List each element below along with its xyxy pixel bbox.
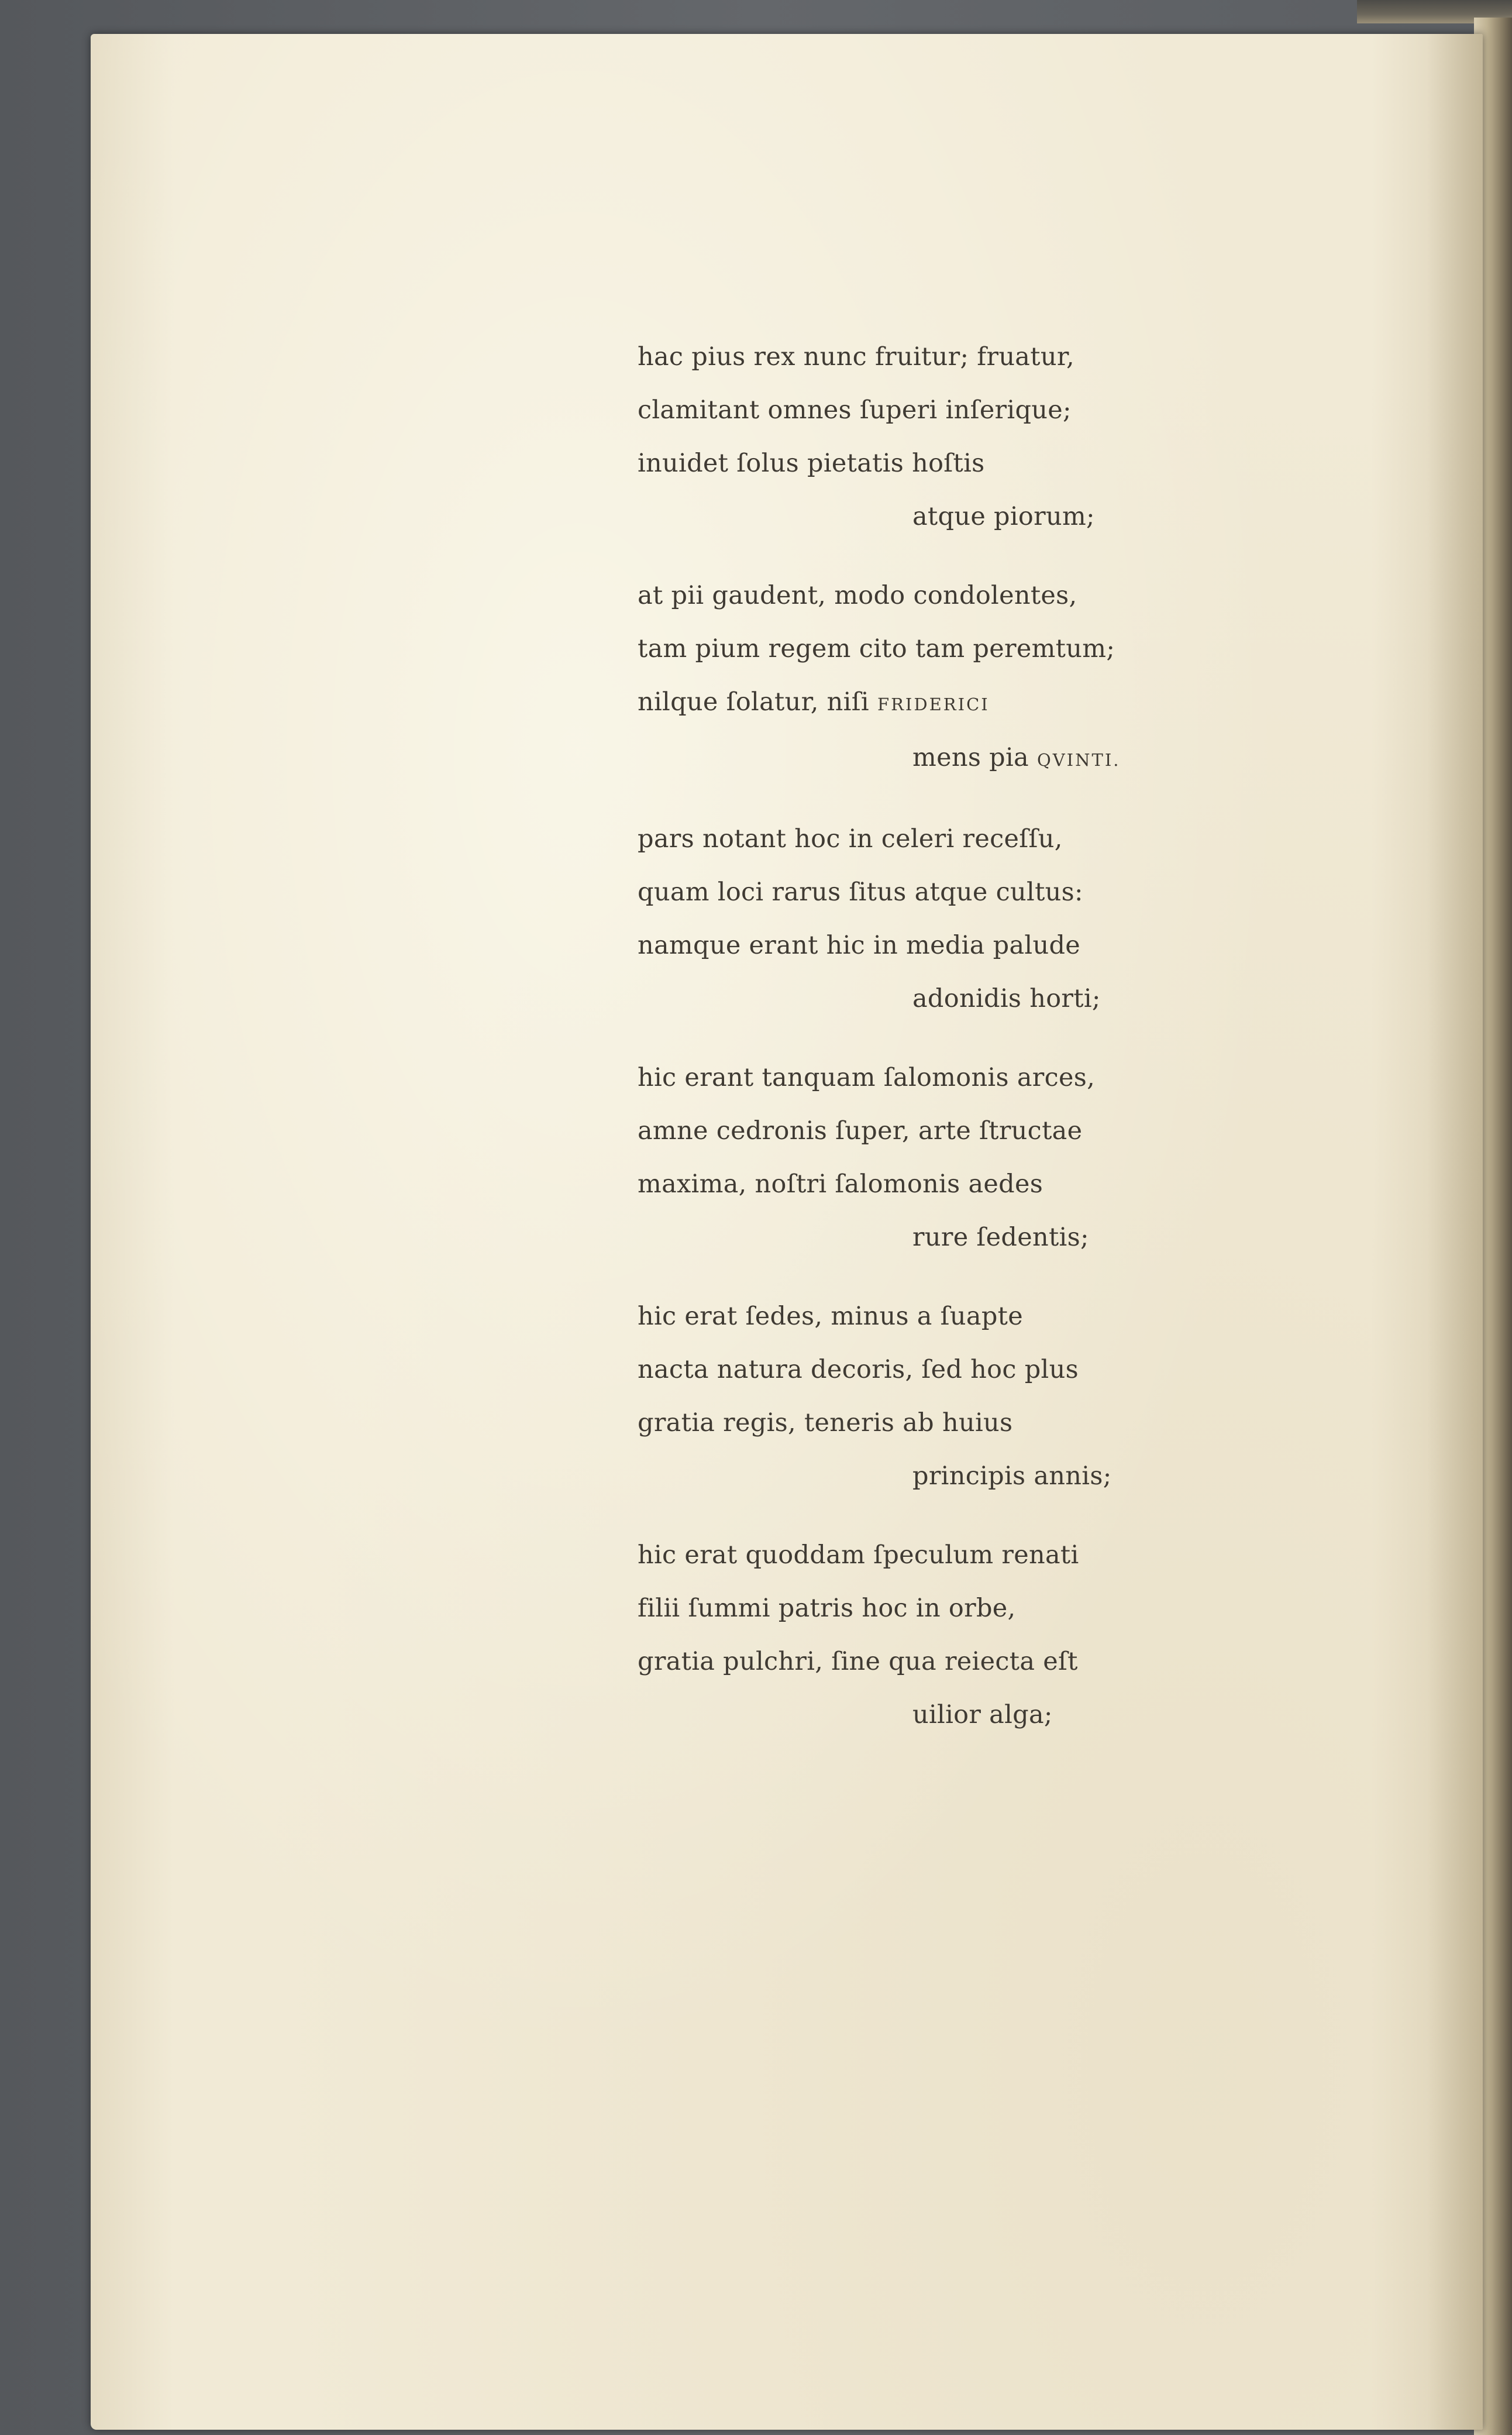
verse-line-adonic: atque piorum; (912, 502, 1095, 531)
stanza-4 (638, 1051, 1193, 1264)
verse-line: at pii gaudent, modo condolentes, (638, 581, 1077, 610)
verse-line: nacta natura decoris, ſed hoc plus (638, 1355, 1079, 1384)
verse-line: pars notant hoc in celeri receſſu, (638, 824, 1063, 854)
verse-line: maxima, noſtri ſalomonis aedes (638, 1170, 1043, 1199)
verse-line: filii ſummi patris hoc in orbe, (638, 1594, 1016, 1623)
verse-line: hac pius rex nunc fruitur; fruatur, (638, 342, 1074, 372)
verse-line-adonic: rure ſedentis; (912, 1223, 1089, 1252)
verse-line: hic erat ſedes, minus a ſuapte (638, 1302, 1023, 1331)
verse-line-adonic: uilior alga; (912, 1700, 1053, 1729)
verse-line: namque erant hic in media palude (638, 931, 1081, 960)
verse-line-text: nilque ſolatur, niſi (638, 687, 869, 717)
verse-line-text: mens pia (912, 743, 1029, 772)
stanza-5 (638, 1290, 1193, 1503)
verse-line: quam loci rarus ſitus atque cultus: (638, 878, 1083, 907)
verse-line-adonic (638, 731, 1193, 787)
verse-line-adonic: principis annis; (912, 1461, 1112, 1491)
gutter-shadow (1427, 34, 1483, 2430)
verse-line: tam pium regem cito tam peremtum; (638, 634, 1115, 663)
verse-line: hic erat quoddam ſpeculum renati (638, 1540, 1079, 1570)
stanza-2 (638, 569, 1193, 787)
stanza-3 (638, 813, 1193, 1026)
small-caps-name: QVINTI. (1036, 750, 1121, 770)
verse-line: gratia pulchri, ſine qua reiecta eſt (638, 1647, 1078, 1676)
verse-line: amne cedronis ſuper, arte ſtructae (638, 1116, 1083, 1146)
verse-line: inuidet ſolus pietatis hoſtis (638, 449, 985, 478)
stanza-6 (638, 1529, 1193, 1742)
verse-line-adonic: adonidis horti; (912, 984, 1101, 1013)
verse-line: gratia regis, teneris ab huius (638, 1408, 1013, 1437)
verse-line: clamitant omnes ſuperi inſerique; (638, 395, 1072, 425)
poem-text (638, 331, 1193, 1767)
verse-line: hic erant tanquam ſalomonis arces, (638, 1063, 1096, 1092)
stanza-1 (638, 331, 1193, 544)
verse-line (638, 676, 1193, 731)
small-caps-name: FRIDERICI (877, 694, 990, 714)
